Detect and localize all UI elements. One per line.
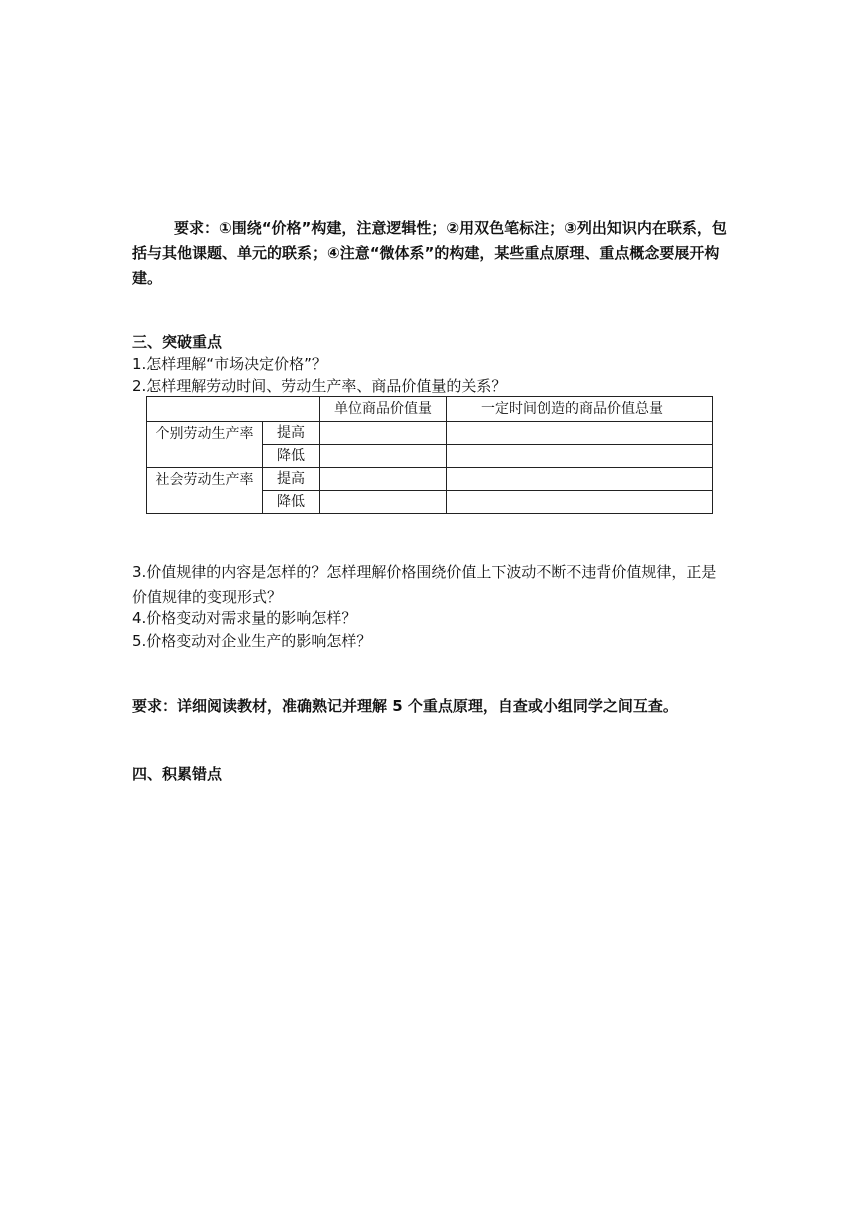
table-row xyxy=(147,468,713,491)
table-header-unit-value: 单位商品价值量 xyxy=(320,397,447,422)
table-cell xyxy=(320,491,447,514)
table-header-total-value: 一定时间创造的商品价值总量 xyxy=(447,397,713,422)
row-label-increase: 提高 xyxy=(263,468,320,491)
row-group-individual-productivity: 个别劳动生产率 xyxy=(147,422,263,468)
table-cell xyxy=(447,468,713,491)
table-corner-cell xyxy=(147,397,320,422)
row-label-decrease: 降低 xyxy=(263,491,320,514)
table-row xyxy=(147,422,713,445)
requirement-paragraph-2: 要求：详细阅读教材，准确熟记并理解 5 个重点原理，自查或小组同学之间互查。 xyxy=(132,697,678,715)
question-2: 2.怎样理解劳动时间、劳动生产率、商品价值量的关系？ xyxy=(132,377,507,395)
question-1: 1.怎样理解“市场决定价格”？ xyxy=(132,355,327,373)
question-3: 3.价值规律的内容是怎样的？怎样理解价格围绕价值上下波动不断不违背价值规律，正是价值规律的变现形式？ xyxy=(132,563,717,606)
requirement-paragraph-1: 要求：①围绕“价格”构建，注意逻辑性；②用双色笔标注；③列出知识内在联系，包括与其他课题、单元的联系；④注意“微体系”的构建，某些重点原理、重点概念要展开构建。 xyxy=(132,219,727,287)
section-4-heading: 四、积累错点 xyxy=(132,765,223,783)
row-label-increase: 提高 xyxy=(263,422,320,445)
table-cell xyxy=(320,468,447,491)
table-cell xyxy=(447,445,713,468)
question-4: 4.价格变动对需求量的影响怎样？ xyxy=(132,609,357,627)
question-5: 5.价格变动对企业生产的影响怎样？ xyxy=(132,632,372,650)
table-cell xyxy=(320,445,447,468)
table-cell xyxy=(447,422,713,445)
row-group-social-productivity: 社会劳动生产率 xyxy=(147,468,263,514)
productivity-table xyxy=(146,396,713,514)
section-3-heading: 三、突破重点 xyxy=(132,333,223,351)
table-cell xyxy=(320,422,447,445)
row-label-decrease: 降低 xyxy=(263,445,320,468)
table-cell xyxy=(447,491,713,514)
table-header-row xyxy=(147,397,713,422)
